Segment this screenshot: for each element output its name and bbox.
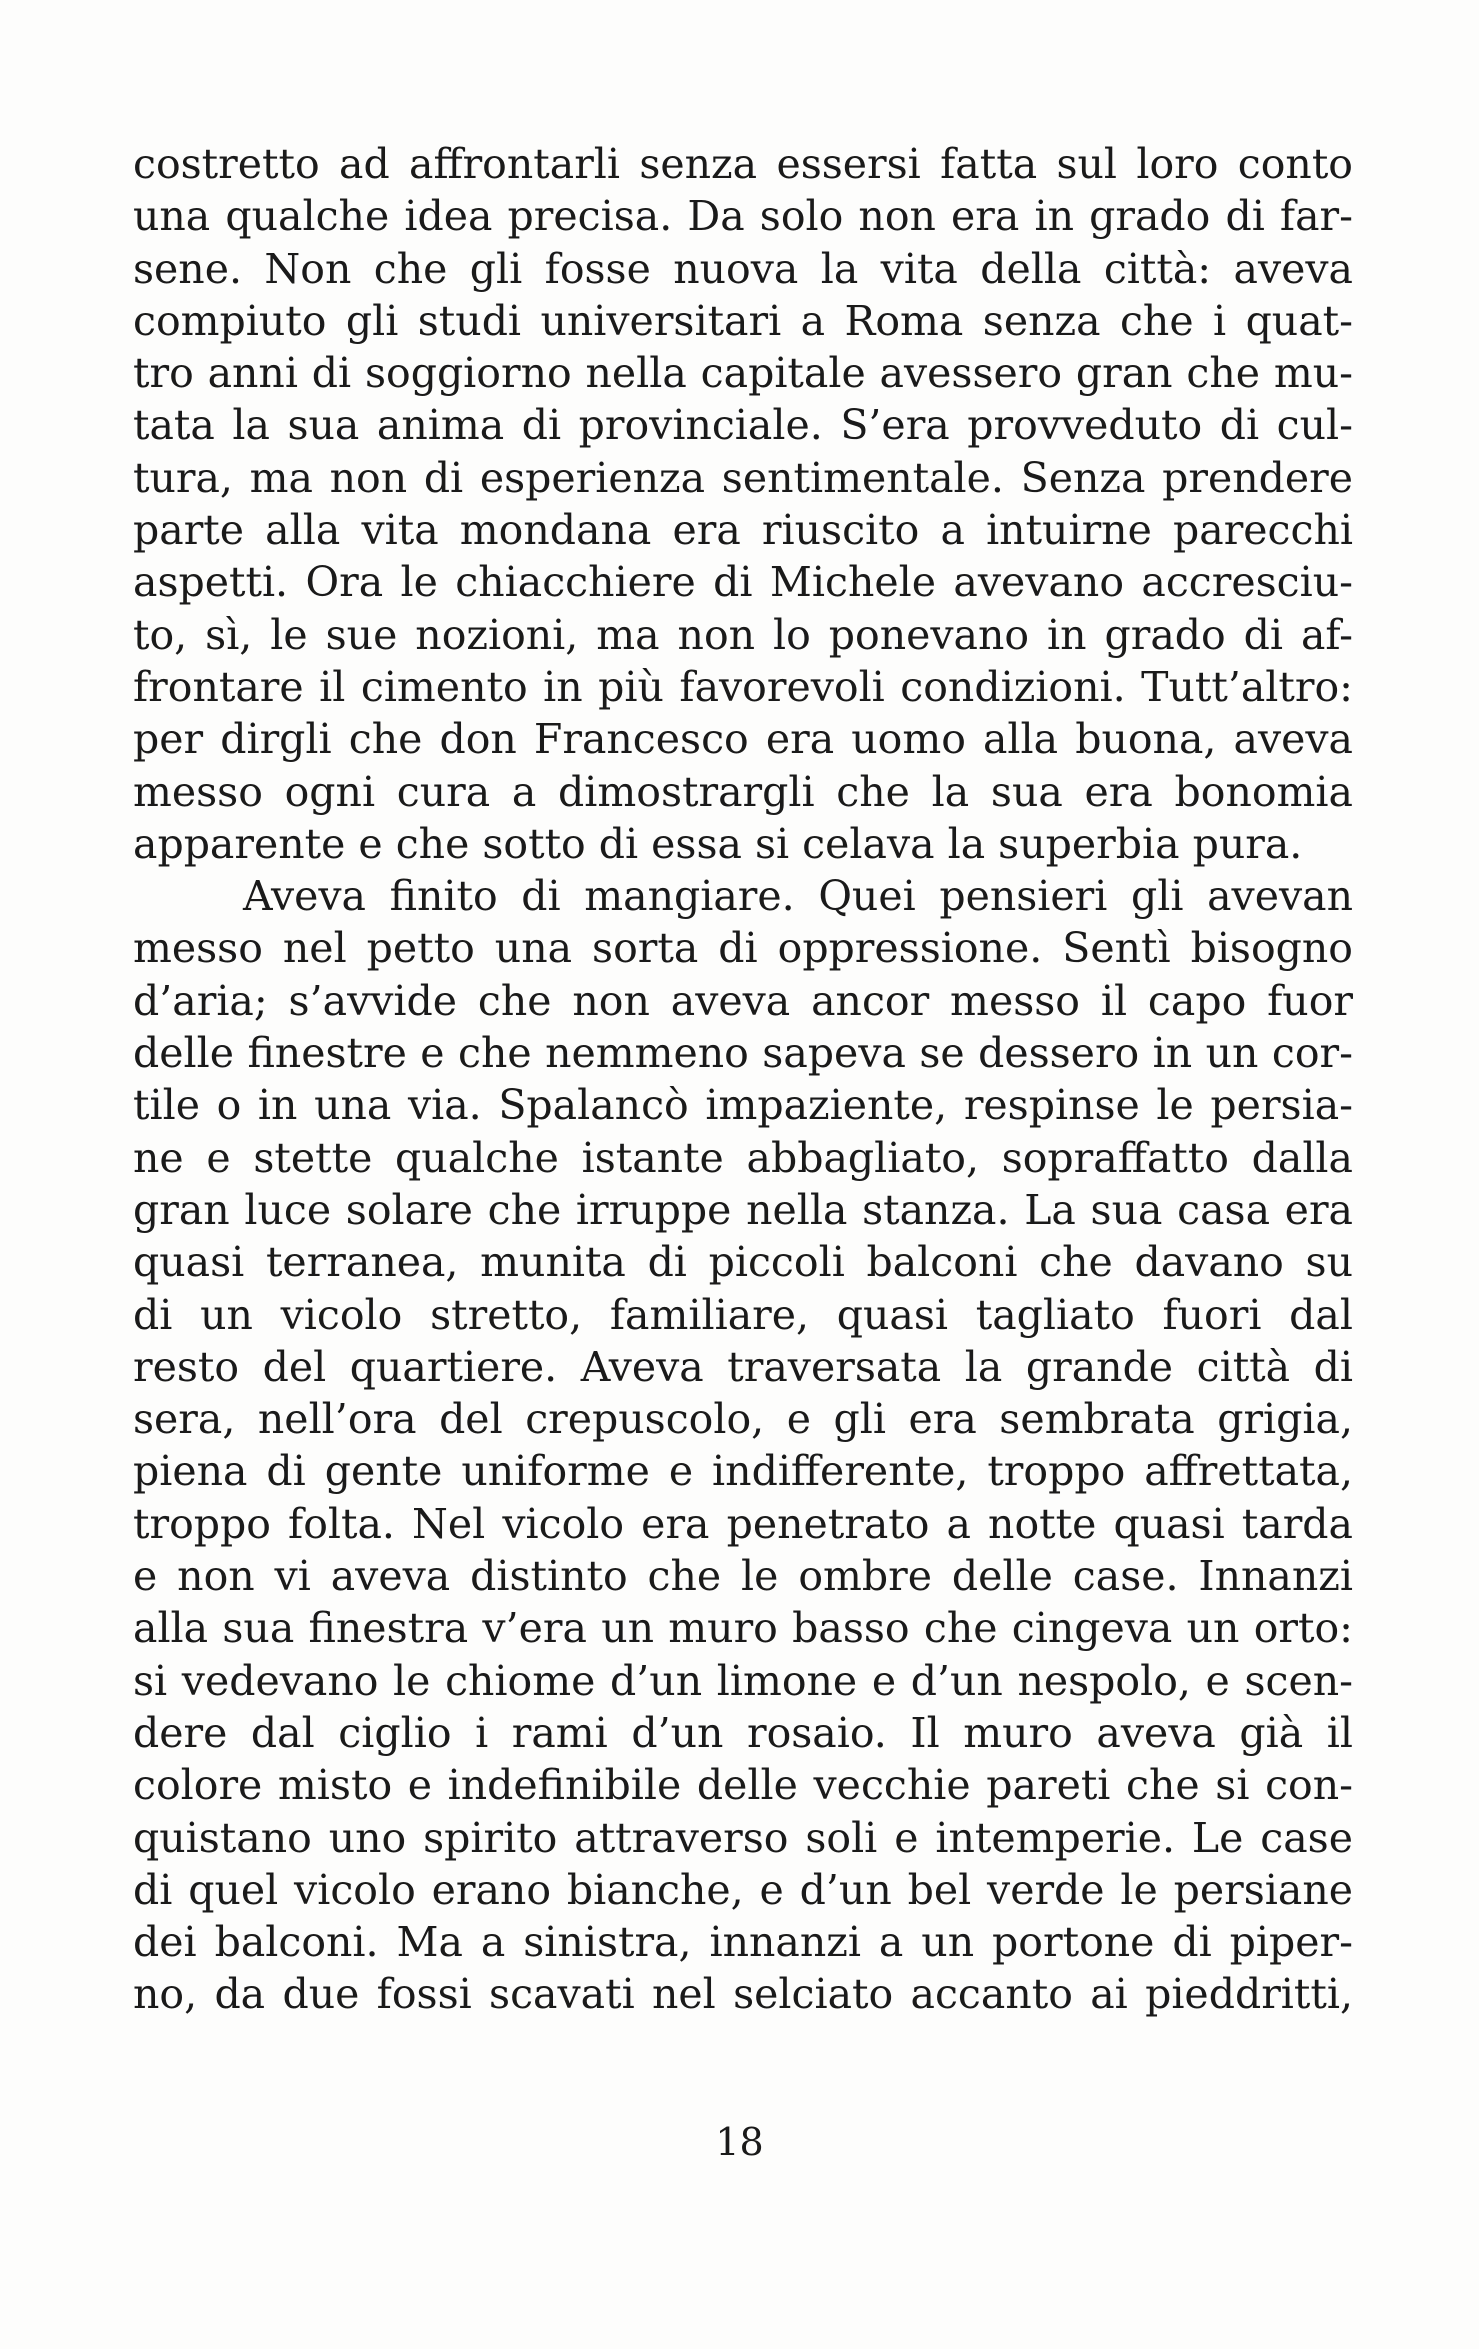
text-line: e non vi aveva distinto che le ombre delle case. Innanzi (133, 1552, 1353, 1601)
text-line: tile o in una via. Spalancò impaziente, respinse le persia- (133, 1081, 1353, 1130)
text-line: sene. Non che gli fosse nuova la vita della città: aveva (133, 244, 1353, 293)
text-line: tro anni di soggiorno nella capitale avessero gran che mu- (133, 349, 1353, 398)
text-line: ne e stette qualche istante abbagliato, sopraffatto dalla (133, 1133, 1353, 1182)
text-line: tura, ma non di esperienza sentimentale. Senza prendere (133, 453, 1353, 502)
text-line: parte alla vita mondana era riuscito a intuirne parecchi (133, 506, 1353, 555)
text-line: piena di gente uniforme e indifferente, troppo affrettata, (133, 1447, 1353, 1496)
paragraph-last-line: apparente e che sotto di essa si celava la superbia pura. (133, 819, 1303, 868)
text-line: dere dal ciglio i rami d’un rosaio. Il muro aveva già il (133, 1708, 1353, 1757)
body-text (133, 138, 1353, 2021)
text-line: d’aria; s’avvide che non aveva ancor messo il capo fuor (133, 976, 1353, 1025)
text-line: alla sua finestra v’era un muro basso che cingeva un orto: (133, 1604, 1353, 1653)
text-line: sera, nell’ora del crepuscolo, e gli era sembrata grigia, (133, 1395, 1353, 1444)
text-line: resto del quartiere. Aveva traversata la grande città di (133, 1342, 1353, 1391)
text-line: dei balconi. Ma a sinistra, innanzi a un portone di piper- (133, 1918, 1353, 1967)
text-line: quistano uno spirito attraverso soli e intemperie. Le case (133, 1813, 1353, 1862)
text-line: frontare il cimento in più favorevoli condizioni. Tutt’altro: (133, 662, 1353, 711)
text-line: si vedevano le chiome d’un limone e d’un nespolo, e scen- (133, 1656, 1353, 1705)
text-line: delle finestre e che nemmeno sapeva se dessero in un cor- (133, 1029, 1353, 1078)
text-line: gran luce solare che irruppe nella stanza. La sua casa era (133, 1185, 1353, 1234)
page-number: 18 (715, 2120, 764, 2164)
text-line: colore misto e indefinibile delle vecchie pareti che si con- (133, 1761, 1353, 1810)
text-line: to, sì, le sue nozioni, ma non lo ponevano in grado di af- (133, 610, 1353, 659)
text-line: quasi terranea, munita di piccoli balconi che davano su (133, 1238, 1353, 1287)
paragraph-first-line: Aveva finito di mangiare. Quei pensieri gli avevan (243, 872, 1353, 921)
text-line: compiuto gli studi universitari a Roma senza che i quat- (133, 296, 1353, 345)
text-line: no, da due fossi scavati nel selciato accanto ai pieddritti, (133, 1970, 1353, 2019)
text-line: di quel vicolo erano bianche, e d’un bel verde le persiane (133, 1865, 1353, 1914)
text-line: aspetti. Ora le chiacchiere di Michele avevano accresciu- (133, 558, 1353, 607)
text-line: troppo folta. Nel vicolo era penetrato a notte quasi tarda (133, 1499, 1353, 1548)
text-line: tata la sua anima di provinciale. S’era provveduto di cul- (133, 401, 1353, 450)
text-line: messo ogni cura a dimostrargli che la sua era bonomia (133, 767, 1353, 816)
text-line: una qualche idea precisa. Da solo non era in grado di far- (133, 192, 1353, 241)
text-line: per dirgli che don Francesco era uomo alla buona, aveva (133, 715, 1353, 764)
text-line: costretto ad affrontarli senza essersi fatta sul loro conto (133, 140, 1353, 188)
text-line: messo nel petto una sorta di oppressione. Sentì bisogno (133, 924, 1353, 973)
text-line: di un vicolo stretto, familiare, quasi tagliato fuori dal (133, 1290, 1353, 1339)
